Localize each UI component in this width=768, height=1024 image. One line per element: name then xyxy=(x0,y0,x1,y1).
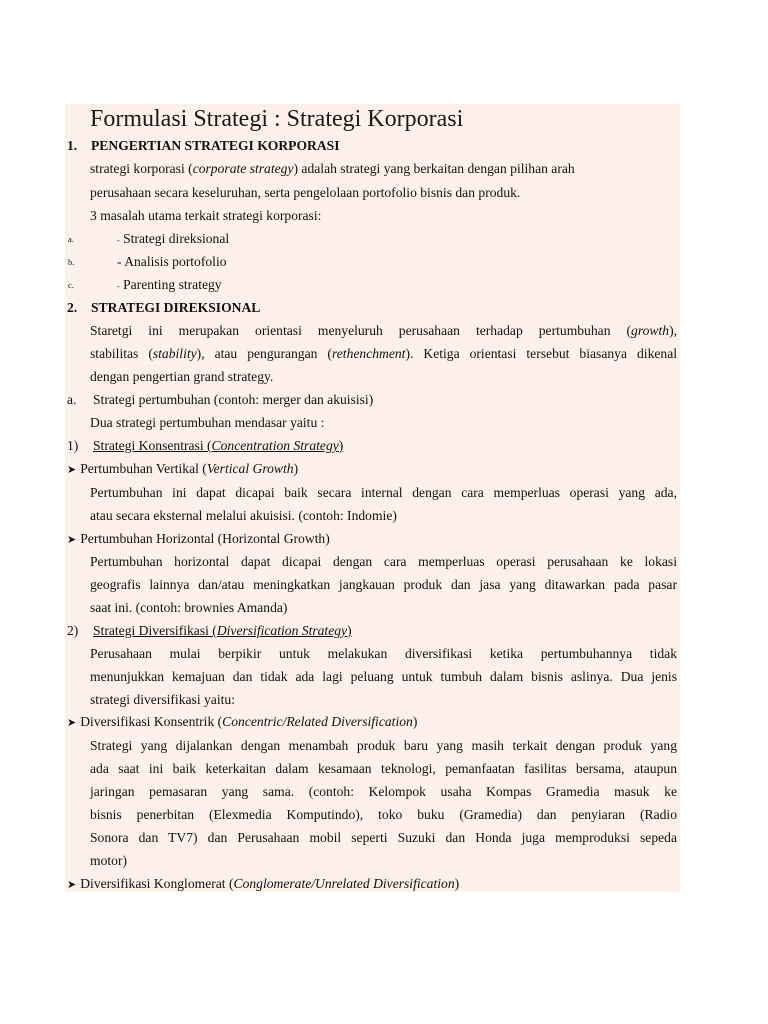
arrow-bullet-icon: ➤ xyxy=(67,464,77,476)
horizontal-growth-line-2: geografis lainnya dan/atau meningkatkan jangkauan produk dan jasa yang ditawarkan pada pasar xyxy=(90,577,677,592)
arrow-bullet-icon: ➤ xyxy=(67,879,77,891)
list-marker-b: b. xyxy=(68,257,75,267)
section-1-line-3: 3 masalah utama terkait strategi korporasi: xyxy=(90,208,322,223)
bullet-horizontal-growth: ➤ Pertumbuhan Horizontal (Horizontal Growth) xyxy=(67,530,330,549)
concentric-line-1: Strategi yang dijalankan dengan menambah produk baru yang masih terkait dengan produk yang xyxy=(90,738,677,753)
section-2-para-line-1: Staretgi ini merupakan orientasi menyeluruh perusahaan terhadap pertumbuhan (growth), xyxy=(90,323,677,338)
page-title: Formulasi Strategi : Strategi Korporasi xyxy=(90,106,464,132)
section-1-number: 1. xyxy=(67,138,78,153)
subsection-a-marker: a. xyxy=(67,392,77,407)
horizontal-growth-line-1: Pertumbuhan horizontal dapat dicapai dengan cara memperluas operasi perusahaan ke lokasi xyxy=(90,554,677,569)
list-item-b: - Analisis portofolio xyxy=(117,254,227,269)
section-2-heading: STRATEGI DIREKSIONAL xyxy=(91,300,261,315)
bullet-conglomerate-diversification: ➤ Diversifikasi Konglomerat (Conglomerate/Unrelated Diversification) xyxy=(67,875,459,894)
subsection-a-title: Strategi pertumbuhan (contoh: merger dan akuisisi) xyxy=(93,392,374,407)
strategy-1-title: Strategi Konsentrasi (Concentration Strategy) xyxy=(93,438,344,453)
subsection-a-intro: Dua strategi pertumbuhan mendasar yaitu : xyxy=(90,415,325,430)
concentric-line-3: jaringan pemasaran yang sama. (contoh: Kelompok usaha Kompas Gramedia masuk ke xyxy=(90,784,677,799)
bullet-vertical-growth: ➤ Pertumbuhan Vertikal (Vertical Growth) xyxy=(67,460,298,479)
concentric-line-5: Sonora dan TV7) dan Perusahaan mobil seperti Suzuki dan Honda juga memproduksi sepeda xyxy=(90,830,677,845)
diversification-line-3: strategi diversifikasi yaitu: xyxy=(90,692,235,707)
bullet-concentric-diversification: ➤ Diversifikasi Konsentrik (Concentric/Related Diversification) xyxy=(67,713,417,732)
concentric-line-2: ada saat ini baik keterkaitan dalam kesamaan teknologi, pemanfaatan fasilitas bersama, ataupun xyxy=(90,761,677,776)
section-2-para-line-2: stabilitas (stability), atau pengurangan (rethenchment). Ketiga orientasi tersebut biasanya dikenal xyxy=(90,346,678,361)
list-item-c: - Parenting strategy xyxy=(117,277,222,292)
horizontal-growth-line-3: saat ini. (contoh: brownies Amanda) xyxy=(90,600,288,615)
section-2-number: 2. xyxy=(67,300,78,315)
diversification-line-2: menunjukkan kemajuan dan tidak ada lagi peluang untuk tumbuh dalam bisnis aslinya. Dua jenis xyxy=(90,669,677,684)
concentric-line-6: motor) xyxy=(90,853,127,868)
section-2-para-line-3: dengan pengertian grand strategy. xyxy=(90,369,274,384)
concentric-line-4: bisnis penerbitan (Elexmedia Komputindo), toko buku (Gramedia) dan penyiaran (Radio xyxy=(90,807,677,822)
arrow-bullet-icon: ➤ xyxy=(67,534,77,546)
section-1-line-2: perusahaan secara keseluruhan, serta pengelolaan portofolio bisnis dan produk. xyxy=(90,185,521,200)
diversification-line-1: Perusahaan mulai berpikir untuk melakukan diversifikasi ketika pertumbuhannya tidak xyxy=(90,646,677,661)
list-marker-a: a. xyxy=(68,234,74,244)
arrow-bullet-icon: ➤ xyxy=(67,717,77,729)
section-1-line-1: strategi korporasi (corporate strategy) adalah strategi yang berkaitan dengan pilihan arah xyxy=(90,161,575,176)
list-item-a: - Strategi direksional xyxy=(117,231,230,246)
strategy-2-title: Strategi Diversifikasi (Diversification Strategy) xyxy=(93,623,352,638)
vertical-growth-line-2: atau secara eksternal melalui akuisisi. (contoh: Indomie) xyxy=(90,508,397,523)
strategy-2-marker: 2) xyxy=(67,623,79,638)
strategy-1-marker: 1) xyxy=(67,438,79,453)
vertical-growth-line-1: Pertumbuhan ini dapat dicapai baik secara internal dengan cara memperluas operasi yang ada, xyxy=(90,485,677,500)
list-marker-c: c. xyxy=(68,280,74,290)
section-1-heading: PENGERTIAN STRATEGI KORPORASI xyxy=(91,138,340,153)
